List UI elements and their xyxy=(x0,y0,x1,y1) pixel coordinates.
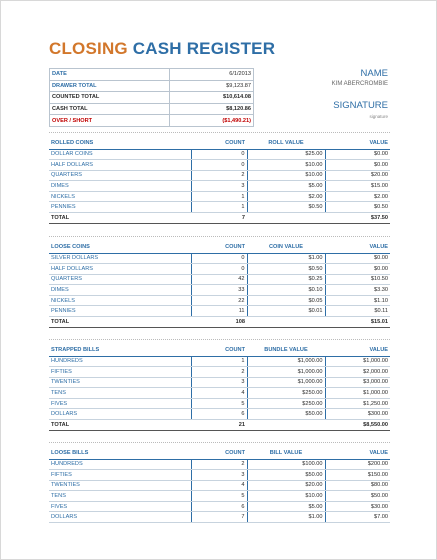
table-row xyxy=(49,409,390,420)
section-divider xyxy=(49,236,390,237)
count-cell[interactable]: 5 xyxy=(191,398,247,409)
table-header-row xyxy=(49,138,390,149)
unit-value-cell: $25.00 xyxy=(247,149,325,160)
column-header: BILL VALUE xyxy=(247,448,325,459)
item-label: TWENTIES xyxy=(49,377,191,388)
value-cell: $10.50 xyxy=(325,274,390,285)
total-row xyxy=(49,317,390,328)
table-row xyxy=(49,202,390,213)
unit-value-cell: $0.50 xyxy=(247,202,325,213)
count-cell[interactable]: 33 xyxy=(191,285,247,296)
table-row xyxy=(49,491,390,502)
value-cell: $300.00 xyxy=(325,409,390,420)
total-label: TOTAL xyxy=(49,213,191,224)
table-row xyxy=(49,367,390,378)
table-row xyxy=(49,274,390,285)
column-header: VALUE xyxy=(325,138,390,149)
item-label: DIMES xyxy=(49,285,191,296)
summary-row-counted-total xyxy=(50,92,254,104)
value-cell: $1.10 xyxy=(325,295,390,306)
value-cell: $15.00 xyxy=(325,181,390,192)
title-word-closing: CLOSING xyxy=(49,39,128,58)
item-label: QUARTERS xyxy=(49,170,191,181)
section-divider xyxy=(49,339,390,340)
value-cell: $20.00 xyxy=(325,170,390,181)
value-cell: $2.00 xyxy=(325,191,390,202)
table-row xyxy=(49,306,390,317)
value-cell: $1,000.00 xyxy=(325,388,390,399)
page-title xyxy=(49,39,275,59)
total-label: TOTAL xyxy=(49,317,191,328)
table-row xyxy=(49,512,390,523)
table-row xyxy=(49,285,390,296)
table-row xyxy=(49,295,390,306)
strapped-bills-table xyxy=(49,345,390,431)
unit-value-cell: $10.00 xyxy=(247,491,325,502)
summary-row-drawer-total xyxy=(50,80,254,92)
unit-value-cell: $10.00 xyxy=(247,170,325,181)
column-header: COUNT xyxy=(191,345,247,356)
unit-value-cell: $0.10 xyxy=(247,285,325,296)
total-blank xyxy=(247,213,325,224)
total-value: $8,550.00 xyxy=(325,420,390,431)
summary-label: COUNTED TOTAL xyxy=(50,92,170,104)
count-cell[interactable]: 2 xyxy=(191,459,247,470)
value-cell: $1,000.00 xyxy=(325,356,390,367)
value-cell: $50.00 xyxy=(325,491,390,502)
unit-value-cell: $1.00 xyxy=(247,512,325,523)
column-header: ROLLED COINS xyxy=(49,138,191,149)
unit-value-cell: $5.00 xyxy=(247,181,325,192)
column-header: ROLL VALUE xyxy=(247,138,325,149)
count-cell[interactable]: 4 xyxy=(191,388,247,399)
value-cell: $0.00 xyxy=(325,160,390,171)
count-cell[interactable]: 2 xyxy=(191,170,247,181)
count-cell[interactable]: 11 xyxy=(191,306,247,317)
value-cell: $1,250.00 xyxy=(325,398,390,409)
item-label: DOLLAR COINS xyxy=(49,149,191,160)
table-row xyxy=(49,377,390,388)
item-label: PENNIES xyxy=(49,202,191,213)
value-cell: $30.00 xyxy=(325,501,390,512)
column-header: LOOSE BILLS xyxy=(49,448,191,459)
item-label: QUARTERS xyxy=(49,274,191,285)
unit-value-cell: $20.00 xyxy=(247,480,325,491)
unit-value-cell: $2.00 xyxy=(247,191,325,202)
table-row xyxy=(49,264,390,275)
value-cell: $150.00 xyxy=(325,470,390,481)
table-header-row xyxy=(49,242,390,253)
count-cell[interactable]: 0 xyxy=(191,160,247,171)
count-cell[interactable]: 6 xyxy=(191,501,247,512)
summary-label: DATE xyxy=(50,69,170,81)
signature-value[interactable]: signature xyxy=(369,114,388,119)
count-cell[interactable]: 1 xyxy=(191,202,247,213)
summary-value: ($1,490.21) xyxy=(170,115,254,127)
column-header: STRAPPED BILLS xyxy=(49,345,191,356)
item-label: TENS xyxy=(49,388,191,399)
column-header: LOOSE COINS xyxy=(49,242,191,253)
total-count: 7 xyxy=(191,213,247,224)
value-cell: $0.00 xyxy=(325,253,390,264)
count-cell[interactable]: 2 xyxy=(191,367,247,378)
summary-row-date xyxy=(50,69,254,81)
value-cell: $0.50 xyxy=(325,202,390,213)
total-value: $15.01 xyxy=(325,317,390,328)
total-count: 21 xyxy=(191,420,247,431)
summary-label: CASH TOTAL xyxy=(50,103,170,115)
column-header: BUNDLE VALUE xyxy=(247,345,325,356)
summary-value[interactable]: 6/1/2013 xyxy=(170,69,254,81)
table-row xyxy=(49,160,390,171)
table-row xyxy=(49,253,390,264)
unit-value-cell: $50.00 xyxy=(247,409,325,420)
unit-value-cell: $0.05 xyxy=(247,295,325,306)
table-row xyxy=(49,149,390,160)
count-cell[interactable]: 6 xyxy=(191,409,247,420)
item-label: DOLLARS xyxy=(49,512,191,523)
item-label: PENNIES xyxy=(49,306,191,317)
item-label: TENS xyxy=(49,491,191,502)
count-cell[interactable]: 3 xyxy=(191,181,247,192)
column-header: COIN VALUE xyxy=(247,242,325,253)
item-label: HALF DOLLARS xyxy=(49,264,191,275)
count-cell[interactable]: 0 xyxy=(191,253,247,264)
item-label: SILVER DOLLARS xyxy=(49,253,191,264)
unit-value-cell: $1,000.00 xyxy=(247,367,325,378)
count-cell[interactable]: 3 xyxy=(191,377,247,388)
unit-value-cell: $1.00 xyxy=(247,253,325,264)
unit-value-cell: $1,000.00 xyxy=(247,356,325,367)
count-cell[interactable]: 0 xyxy=(191,149,247,160)
loose-bills-table xyxy=(49,448,390,523)
unit-value-cell: $50.00 xyxy=(247,470,325,481)
total-blank xyxy=(247,420,325,431)
item-label: FIVES xyxy=(49,398,191,409)
item-label: HALF DOLLARS xyxy=(49,160,191,171)
item-label: NICKELS xyxy=(49,191,191,202)
item-label: HUNDREDS xyxy=(49,459,191,470)
column-header: COUNT xyxy=(191,242,247,253)
item-label: FIFTIES xyxy=(49,367,191,378)
unit-value-cell: $5.00 xyxy=(247,501,325,512)
count-cell[interactable]: 5 xyxy=(191,491,247,502)
summary-value: $8,120.86 xyxy=(170,103,254,115)
summary-value[interactable]: $9,123.87 xyxy=(170,80,254,92)
summary-row-over-short xyxy=(50,115,254,127)
table-header-row xyxy=(49,448,390,459)
count-cell[interactable]: 1 xyxy=(191,191,247,202)
summary-row-cash-total xyxy=(50,103,254,115)
summary-label: DRAWER TOTAL xyxy=(50,80,170,92)
table-row xyxy=(49,191,390,202)
loose-coins-table xyxy=(49,242,390,328)
total-count: 108 xyxy=(191,317,247,328)
column-header: COUNT xyxy=(191,138,247,149)
value-cell: $7.00 xyxy=(325,512,390,523)
unit-value-cell: $0.01 xyxy=(247,306,325,317)
item-label: FIVES xyxy=(49,501,191,512)
value-cell: $0.11 xyxy=(325,306,390,317)
table-header-row xyxy=(49,345,390,356)
item-label: NICKELS xyxy=(49,295,191,306)
table-row xyxy=(49,181,390,192)
table-row xyxy=(49,356,390,367)
count-cell[interactable]: 42 xyxy=(191,274,247,285)
count-cell[interactable]: 3 xyxy=(191,470,247,481)
unit-value-cell: $1,000.00 xyxy=(247,377,325,388)
table-row xyxy=(49,501,390,512)
table-row xyxy=(49,170,390,181)
total-blank xyxy=(247,317,325,328)
count-cell[interactable]: 0 xyxy=(191,264,247,275)
count-cell[interactable]: 1 xyxy=(191,356,247,367)
item-label: DOLLARS xyxy=(49,409,191,420)
column-header: VALUE xyxy=(325,242,390,253)
unit-value-cell: $100.00 xyxy=(247,459,325,470)
table-row xyxy=(49,388,390,399)
count-cell[interactable]: 7 xyxy=(191,512,247,523)
summary-value: $10,614.08 xyxy=(170,92,254,104)
table-row xyxy=(49,470,390,481)
value-cell: $80.00 xyxy=(325,480,390,491)
summary-table xyxy=(49,68,254,127)
value-cell: $2,000.00 xyxy=(325,367,390,378)
summary-label: OVER / SHORT xyxy=(50,115,170,127)
column-header: VALUE xyxy=(325,345,390,356)
value-cell: $200.00 xyxy=(325,459,390,470)
name-value[interactable]: KIM ABERCROMBIE xyxy=(331,81,388,87)
total-row xyxy=(49,213,390,224)
value-cell: $3.30 xyxy=(325,285,390,296)
item-label: FIFTIES xyxy=(49,470,191,481)
section-divider xyxy=(49,442,390,443)
value-cell: $0.00 xyxy=(325,149,390,160)
rolled-coins-table xyxy=(49,138,390,224)
table-row xyxy=(49,480,390,491)
title-word-cash-register: CASH REGISTER xyxy=(132,39,276,58)
unit-value-cell: $0.25 xyxy=(247,274,325,285)
unit-value-cell: $250.00 xyxy=(247,398,325,409)
section-divider xyxy=(49,132,390,133)
unit-value-cell: $0.50 xyxy=(247,264,325,275)
column-header: COUNT xyxy=(191,448,247,459)
count-cell[interactable]: 4 xyxy=(191,480,247,491)
name-label: NAME xyxy=(360,68,388,79)
value-cell: $0.00 xyxy=(325,264,390,275)
item-label: TWENTIES xyxy=(49,480,191,491)
item-label: HUNDREDS xyxy=(49,356,191,367)
total-label: TOTAL xyxy=(49,420,191,431)
table-row xyxy=(49,398,390,409)
signature-label: SIGNATURE xyxy=(333,100,388,111)
value-cell: $3,000.00 xyxy=(325,377,390,388)
count-cell[interactable]: 22 xyxy=(191,295,247,306)
column-header: VALUE xyxy=(325,448,390,459)
item-label: DIMES xyxy=(49,181,191,192)
total-value: $37.50 xyxy=(325,213,390,224)
total-row xyxy=(49,420,390,431)
table-row xyxy=(49,459,390,470)
unit-value-cell: $250.00 xyxy=(247,388,325,399)
unit-value-cell: $10.00 xyxy=(247,160,325,171)
